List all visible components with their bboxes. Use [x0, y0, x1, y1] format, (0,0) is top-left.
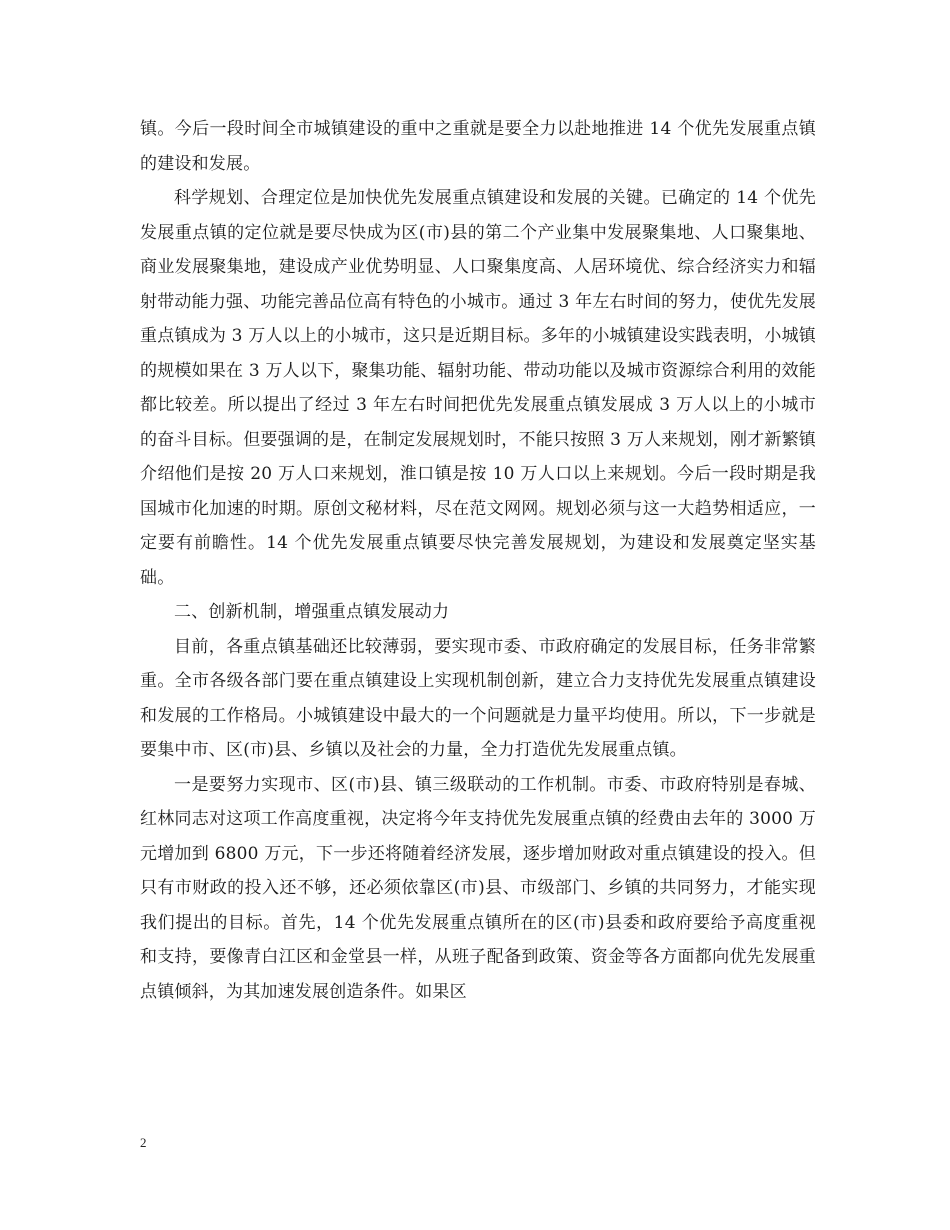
body-text — [140, 112, 816, 1009]
page-number: 2 — [140, 1135, 147, 1150]
paragraph-continuation: 镇。今后一段时间全市城镇建设的重中之重就是要全力以赴地推进 14 个优先发展重点镇的建设和发展。 — [140, 119, 816, 174]
paragraph-three-level: 一是要努力实现市、区(市)县、镇三级联动的工作机制。市委、市政府特别是春城、红林同志对这项工作高度重视，决定将今年支持优先发展重点镇的经费由去年的 3000 万元增加到 6800 万元，下一步还将随着经济发展，逐步增加财政对重点镇建设的投入。但只有市财政的投入还不够，还必须依靠区(市)县、市级部门、乡镇的共同努力，才能实现我们提出的目标。首先，14 个优先发展重点镇所在的区(市)县委和政府要给予高度重视和支持，要像青白江区和金堂县一样，从班子配备到政策、资金等各方面都向优先发展重点镇倾斜，为其加速发展创造条件。如果区 — [140, 774, 816, 1002]
paragraph-planning: 科学规划、合理定位是加快优先发展重点镇建设和发展的关键。已确定的 14 个优先发展重点镇的定位就是要尽快成为区(市)县的第二个产业集中发展聚集地、人口聚集地、商业发展聚集地，建设成产业优势明显、人口聚集度高、人居环境优、综合经济实力和辐射带动能力强、功能完善品位高有特色的小城市。通过 3 年左右时间的努力，使优先发展重点镇成为 3 万人以上的小城市，这只是近期目标。多年的小城镇建设实践表明，小城镇的规模如果在 3 万人以下，聚集功能、辐射功能、带动功能以及城市资源综合利用的效能都比较差。所以提出了经过 3 年左右时间把优先发展重点镇发展成 3 万人以上的小城市的奋斗目标。但要强调的是，在制定发展规划时，不能只按照 3 万人来规划，刚才新繁镇介绍他们是按 20 万人口来规划，淮口镇是按 10 万人口以上来规划。今后一段时期是我国城市化加速的时期。原创文秘材料，尽在范文网网。规划必须与这一大趋势相适应，一定要有前瞻性。14 个优先发展重点镇要尽快完善发展规划，为建设和发展奠定坚实基础。 — [140, 188, 816, 588]
section-heading: 二、创新机制，增强重点镇发展动力 — [174, 602, 450, 622]
paragraph-mechanism: 目前，各重点镇基础还比较薄弱，要实现市委、市政府确定的发展目标，任务非常繁重。全市各级各部门要在重点镇建设上实现机制创新，建立合力支持优先发展重点镇建设和发展的工作格局。小城镇建设中最大的一个问题就是力量平均使用。所以，下一步就是要集中市、区(市)县、乡镇以及社会的力量，全力打造优先发展重点镇。 — [140, 636, 816, 760]
